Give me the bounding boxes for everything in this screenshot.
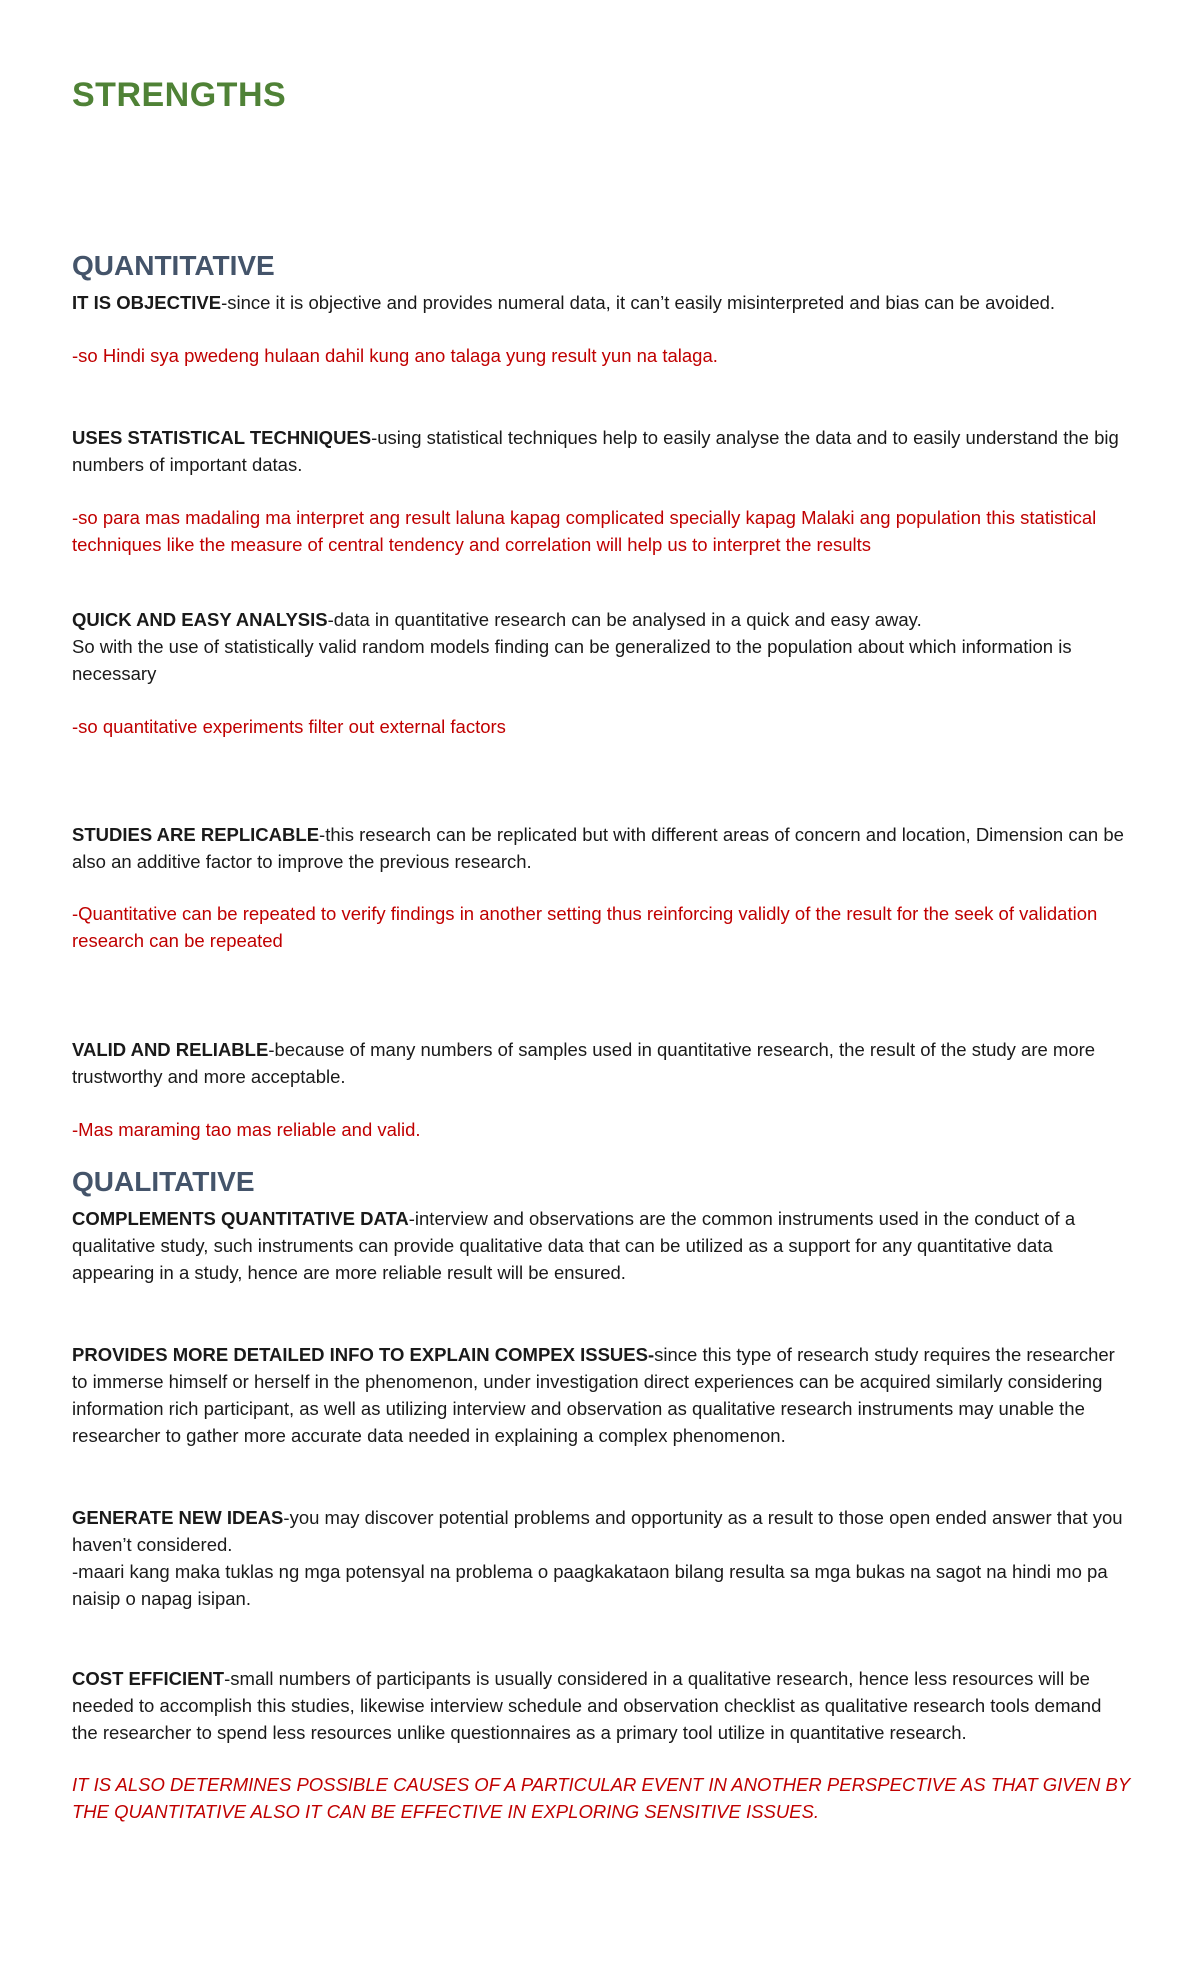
item-text: -small numbers of participants is usually considered in a qualitative research, hence less resources will be needed to accomplish this studies, likewise interview schedule and observation checklist as qualitative research tools demand the researcher to spend less resources unlike questionnaires as a primary tool utilize in quantitative research.	[72, 1668, 1102, 1743]
qualitative-heading: QUALITATIVE	[72, 1166, 255, 1197]
qualitative-note-cost-efficient: IT IS ALSO DETERMINES POSSIBLE CAUSES OF A PARTICULAR EVENT IN ANOTHER PERSPECTIVE AS THAT GIVEN BY THE QUANTITATIVE ALSO IT CAN BE EFFECTIVE IN EXPLORING SENSITIVE ISSUES.	[72, 1774, 1130, 1822]
qualitative-item-detailed-info	[72, 1341, 1132, 1449]
quantitative-item-objective	[72, 289, 1132, 316]
quantitative-heading: QUANTITATIVE	[72, 250, 275, 281]
item-text: -data in quantitative research can be analysed in a quick and easy away.	[327, 609, 922, 630]
quantitative-note-statistical: -so para mas madaling ma interpret ang result laluna kapag complicated specially kapag Malaki ang population this statistical techniques like the measure of central tendency and correlation will help us to interpret the results	[72, 507, 1097, 555]
quantitative-item-statistical	[72, 424, 1132, 478]
qualitative-item-complements	[72, 1205, 1132, 1286]
quantitative-note-valid-reliable: -Mas maraming tao mas reliable and valid.	[72, 1119, 421, 1140]
quantitative-note-objective: -so Hindi sya pwedeng hulaan dahil kung ano talaga yung result yun na talaga.	[72, 345, 718, 366]
quantitative-note-quick-analysis: -so quantitative experiments filter out external factors	[72, 716, 506, 737]
item-term: USES STATISTICAL TECHNIQUES	[72, 427, 372, 448]
item-text: -this research can be replicated but with different areas of concern and location, Dimension can be also an additive factor to improve the previous research.	[72, 824, 1124, 872]
item-text-continued: So with the use of statistically valid random models finding can be generalized to the population about which information is necessary	[72, 636, 1072, 684]
page-title: STRENGTHS	[72, 76, 287, 114]
item-term: STUDIES ARE REPLICABLE	[72, 824, 320, 845]
item-text: -using statistical techniques help to easily analyse the data and to easily understand the big numbers of important datas.	[72, 427, 1119, 475]
item-term: IT IS OBJECTIVE	[72, 292, 222, 313]
item-text: since this type of research study requires the researcher to immerse himself or herself in the phenomenon, under investigation direct experiences can be acquired similarly considering information rich participant, as well as utilizing interview and observation as qualitative research instruments may unable the researcher to gather more accurate data needed in explaining a complex phenomenon.	[72, 1344, 1115, 1446]
quantitative-item-valid-reliable	[72, 1036, 1132, 1090]
item-text: -interview and observations are the common instruments used in the conduct of a qualitative study, such instruments can provide qualitative data that can be utilized as a support for any quantitative data appearing in a study, hence are more reliable result will be ensured.	[72, 1208, 1076, 1283]
item-text: -since it is objective and provides numeral data, it can’t easily misinterpreted and bias can be avoided.	[221, 292, 1056, 313]
item-text-continued: -maari kang maka tuklas ng mga potensyal na problema o paagkakataon bilang resulta sa mga bukas na sagot na hindi mo pa naisip o napag isipan.	[72, 1561, 1108, 1609]
item-text: -because of many numbers of samples used in quantitative research, the result of the study are more trustworthy and more acceptable.	[72, 1039, 1096, 1087]
quantitative-note-replicable: -Quantitative can be repeated to verify findings in another setting thus reinforcing validly of the result for the seek of validation research can be repeated	[72, 903, 1098, 951]
item-term: COST EFFICIENT	[72, 1668, 225, 1689]
item-term: QUICK AND EASY ANALYSIS	[72, 609, 328, 630]
quantitative-item-replicable	[72, 821, 1132, 875]
item-term: PROVIDES MORE DETAILED INFO TO EXPLAIN COMPEX ISSUES-	[72, 1344, 655, 1365]
qualitative-item-new-ideas	[72, 1504, 1132, 1612]
qualitative-item-cost-efficient	[72, 1665, 1132, 1746]
quantitative-item-quick-analysis	[72, 606, 1132, 687]
item-term: COMPLEMENTS QUANTITATIVE DATA	[72, 1208, 409, 1229]
item-text: -you may discover potential problems and opportunity as a result to those open ended answer that you haven’t considered.	[72, 1507, 1123, 1555]
item-term: VALID AND RELIABLE	[72, 1039, 269, 1060]
item-term: GENERATE NEW IDEAS	[72, 1507, 284, 1528]
